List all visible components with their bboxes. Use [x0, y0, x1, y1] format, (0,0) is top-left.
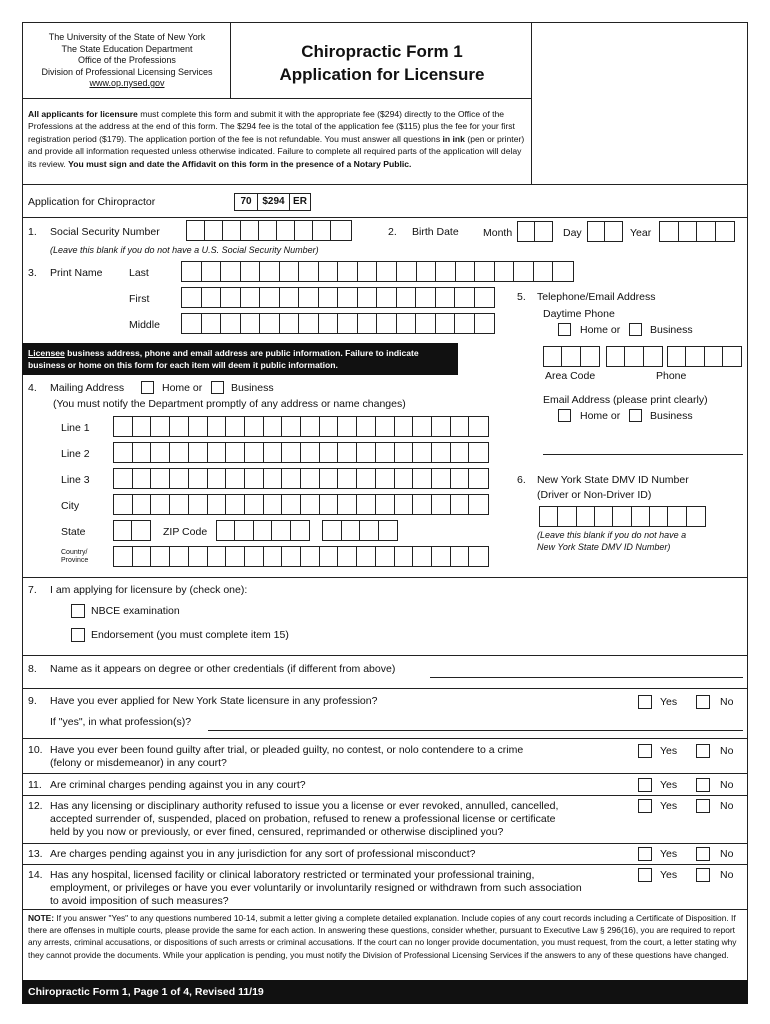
area-code-input[interactable]	[543, 346, 600, 367]
intro-paragraph	[28, 108, 528, 170]
birth-year-input[interactable]	[659, 221, 735, 242]
q13-yes-label: Yes	[660, 848, 678, 860]
city-label: City	[61, 500, 80, 512]
address-line1-label: Line 1	[61, 422, 90, 434]
email-label: Email Address (please print clearly)	[543, 394, 708, 406]
intro-bold-ink: in ink	[442, 133, 465, 144]
email-business-label: Business	[650, 410, 693, 422]
phone-home-label: Home or	[580, 324, 621, 336]
address-line3-input[interactable]	[113, 468, 489, 489]
city-input[interactable]	[113, 494, 489, 515]
q4-hint: (You must notify the Department promptly of any address or name changes)	[53, 398, 406, 410]
q1-label: Social Security Number	[50, 226, 160, 238]
q9-no-checkbox[interactable]	[696, 695, 710, 709]
phone-label: Phone	[656, 370, 687, 382]
q11-line-1: Are criminal charges pending against you in any court?	[50, 779, 306, 791]
birth-day-input[interactable]	[587, 221, 623, 242]
phone-prefix-input[interactable]	[606, 346, 663, 367]
endorsement-label: Endorsement (you must complete item 15)	[91, 629, 289, 641]
header-left-divider	[230, 22, 231, 98]
q12-no-label: No	[720, 800, 734, 812]
q10-no-checkbox[interactable]	[696, 744, 710, 758]
note-paragraph	[28, 912, 744, 961]
phone-line-input[interactable]	[667, 346, 742, 367]
birth-month-input[interactable]	[517, 221, 553, 242]
q8-top-rule	[22, 655, 748, 656]
q14-yes-label: Yes	[660, 869, 678, 881]
q13-top-rule	[22, 843, 748, 844]
q12-line-2: accepted surrender of, suspended, placed on probation, refused to renew a professional license or certificate	[50, 813, 556, 825]
intro-bold-tail: You must sign and date the Affidavit on this form in the presence of a Notary Public.	[68, 158, 412, 169]
dmv-id-input[interactable]	[539, 506, 706, 527]
address-line3-label: Line 3	[61, 474, 90, 486]
first-name-input[interactable]	[181, 287, 495, 308]
q12-top-rule	[22, 795, 748, 796]
q7-number: 7.	[28, 584, 37, 596]
q10-line-2: (felony or misdemeanor) in any court?	[50, 757, 227, 769]
intro-bold-lead: All applicants for licensure	[28, 109, 138, 119]
q9-label: Have you ever applied for New York State licensure in any profession?	[50, 695, 378, 707]
mailing-business-label: Business	[231, 382, 274, 394]
profession-code: 70	[234, 193, 258, 211]
intro-text-2: (pen or printer) and provide all information requested unless otherwise indicated. Failure to complete all required parts of the application will delay its review.	[28, 133, 525, 169]
q5-number: 5.	[517, 291, 526, 303]
website-link[interactable]: www.op.nysed.gov	[89, 78, 165, 88]
q12-yes-label: Yes	[660, 800, 678, 812]
application-for-label: Application for Chiropractor	[28, 196, 156, 208]
q8-label: Name as it appears on degree or other credentials (if different from above)	[50, 663, 396, 675]
q7-top-rule	[22, 577, 748, 578]
q10-top-rule	[22, 738, 748, 739]
credential-name-input-line[interactable]	[430, 677, 743, 678]
department-header	[26, 32, 228, 90]
q6-hint-2: New York State DMV ID Number)	[537, 542, 671, 552]
q14-line-2: employment, or privileges or have you ever voluntarily or involuntarily resigned or withdrawn from such association	[50, 882, 582, 894]
q2-number: 2.	[388, 226, 397, 238]
q11-no-checkbox[interactable]	[696, 778, 710, 792]
last-name-label: Last	[129, 267, 149, 279]
q2-label: Birth Date	[412, 226, 459, 238]
q10-yes-label: Yes	[660, 745, 678, 757]
q14-no-label: No	[720, 869, 734, 881]
public-info-underlined: Licensee	[28, 348, 65, 358]
org-line-4: Division of Professional Licensing Services	[41, 66, 213, 77]
q6-hint-1: (Leave this blank if you do not have a	[537, 530, 687, 540]
q12-line-1: Has any licensing or disciplinary authority refused to issue you a license or ever revoked, annulled, cancelled,	[50, 800, 559, 812]
q13-number: 13.	[28, 848, 43, 860]
zip-label: ZIP Code	[163, 526, 208, 538]
birth-year-label: Year	[630, 227, 652, 239]
org-line-3: Office of the Professions	[78, 55, 176, 65]
phone-home-checkbox[interactable]	[558, 323, 571, 336]
public-info-text: business address, phone and email address are public information. Failure to indicate business or home on this form for each item will deem it public information.	[28, 348, 419, 370]
q14-top-rule	[22, 864, 748, 865]
q1-number: 1.	[28, 226, 37, 238]
q5-label: Telephone/Email Address	[537, 291, 656, 303]
q9-top-rule	[22, 688, 748, 689]
middle-name-input[interactable]	[181, 313, 495, 334]
state-label: State	[61, 526, 86, 538]
q13-no-label: No	[720, 848, 734, 860]
phone-business-label: Business	[650, 324, 693, 336]
address-line1-input[interactable]	[113, 416, 489, 437]
daytime-phone-label: Daytime Phone	[543, 308, 615, 320]
q14-line-3: to avoid imposition of such measures?	[50, 895, 229, 907]
mailing-business-checkbox[interactable]	[211, 381, 224, 394]
form-title-line-2: Application for Licensure	[279, 65, 485, 84]
birth-day-label: Day	[563, 227, 582, 239]
fee-amount: $294	[257, 193, 290, 211]
intro-bottom-rule	[22, 184, 748, 185]
q9-no-label: No	[720, 696, 734, 708]
page-footer: Chiropractic Form 1, Page 1 of 4, Revised 11/19	[22, 980, 748, 1004]
nbce-checkbox[interactable]	[71, 604, 85, 618]
address-line2-label: Line 2	[61, 448, 90, 460]
note-bold: NOTE:	[28, 913, 55, 923]
q9-yes-checkbox[interactable]	[638, 695, 652, 709]
note-top-rule	[22, 909, 748, 910]
public-info-notice	[22, 343, 458, 375]
prior-profession-input-line[interactable]	[208, 730, 743, 731]
ssn-input[interactable]	[186, 220, 352, 241]
first-name-label: First	[129, 293, 150, 305]
intro-text-1: must complete this form and submit it with the appropriate fee ($294) directly to the Office of the Professions at the address at the end of this form. The $294 fee is the total of the application fee ($115) plus the fee for your first registration period ($179). The application portion of the fee is not refundable. You must answer all questions	[28, 109, 515, 144]
q11-yes-checkbox[interactable]	[638, 778, 652, 792]
birth-month-label: Month	[483, 227, 513, 239]
q11-yes-label: Yes	[660, 779, 678, 791]
header-bottom-rule	[22, 98, 532, 99]
q12-number: 12.	[28, 800, 43, 812]
q12-line-3: held by you now or previously, or ever fined, censured, reprimanded or otherwise disciplined you?	[50, 826, 504, 838]
q13-yes-checkbox[interactable]	[638, 847, 652, 861]
q4-number: 4.	[28, 382, 37, 394]
q1-hint: (Leave this blank if you do not have a U.S. Social Security Number)	[50, 245, 319, 255]
q7-label: I am applying for licensure by (check one):	[50, 584, 248, 596]
q14-number: 14.	[28, 869, 43, 881]
q9-sub: If "yes", in what profession(s)?	[50, 716, 192, 728]
form-title	[232, 40, 532, 86]
zip-input[interactable]	[216, 520, 310, 541]
q12-yes-checkbox[interactable]	[638, 799, 652, 813]
mailing-home-label: Home or	[162, 382, 203, 394]
country-label: Country/ Province	[61, 549, 89, 564]
mailing-home-checkbox[interactable]	[141, 381, 154, 394]
q3-label: Print Name	[50, 267, 103, 279]
email-business-checkbox[interactable]	[629, 409, 642, 422]
q12-no-checkbox[interactable]	[696, 799, 710, 813]
q14-no-checkbox[interactable]	[696, 868, 710, 882]
phone-business-checkbox[interactable]	[629, 323, 642, 336]
nbce-label: NBCE examination	[91, 605, 180, 617]
form-title-line-1: Chiropractic Form 1	[301, 42, 463, 61]
q11-number: 11.	[28, 779, 42, 791]
country-input[interactable]	[113, 546, 489, 567]
q11-top-rule	[22, 773, 748, 774]
q10-number: 10.	[28, 744, 43, 756]
note-text: If you answer "Yes" to any questions numbered 10-14, submit a letter giving a complete detailed explanation. Include copies of any court records including a Certificate of Disposition. If there are offenses in multiple courts, please provide the same for each action. In answering these questions, consider whether, pursuant to Executive Law § 296(16), you are required to report any arrests, criminal accusations, or dispositions of such arrests or criminal accusations. If the court can no longer provide documentation, you must request, from the court, a letter stating why they cannot provide the documents. While your application is pending, you must notify the Division of Professional Licensing Services if the answers to any of these questions have changed.	[28, 913, 737, 960]
q11-no-label: No	[720, 779, 734, 791]
q14-line-1: Has any hospital, licensed facility or clinical laboratory restricted or terminated your professional training,	[50, 869, 535, 881]
email-input-line[interactable]	[543, 454, 743, 455]
email-home-label: Home or	[580, 410, 621, 422]
q9-yes-label: Yes	[660, 696, 678, 708]
q8-number: 8.	[28, 663, 37, 675]
middle-name-label: Middle	[129, 319, 160, 331]
area-code-label: Area Code	[545, 370, 596, 382]
q10-yes-checkbox[interactable]	[638, 744, 652, 758]
q6-sub: (Driver or Non-Driver ID)	[537, 489, 652, 501]
q3-number: 3.	[28, 267, 37, 279]
last-name-input[interactable]	[181, 261, 574, 282]
q6-number: 6.	[517, 474, 526, 486]
endorsement-checkbox[interactable]	[71, 628, 85, 642]
org-line-2: The State Education Department	[61, 43, 193, 54]
q10-no-label: No	[720, 745, 734, 757]
q10-line-1: Have you ever been found guilty after trial, or pleaded guilty, no contest, or nolo contendere to a crime	[50, 744, 524, 756]
q4-label: Mailing Address	[50, 382, 125, 394]
application-type: ER	[289, 193, 311, 211]
application-for-rule	[22, 217, 748, 218]
q13-line-1: Are charges pending against you in any jurisdiction for any sort of professional misconduct?	[50, 848, 476, 860]
q13-no-checkbox[interactable]	[696, 847, 710, 861]
address-line2-input[interactable]	[113, 442, 489, 463]
q14-yes-checkbox[interactable]	[638, 868, 652, 882]
q9-number: 9.	[28, 695, 37, 707]
org-line-1: The University of the State of New York	[48, 32, 206, 42]
zip-ext-input[interactable]	[322, 520, 398, 541]
state-input[interactable]	[113, 520, 151, 541]
email-home-checkbox[interactable]	[558, 409, 571, 422]
q6-label: New York State DMV ID Number	[537, 474, 689, 486]
